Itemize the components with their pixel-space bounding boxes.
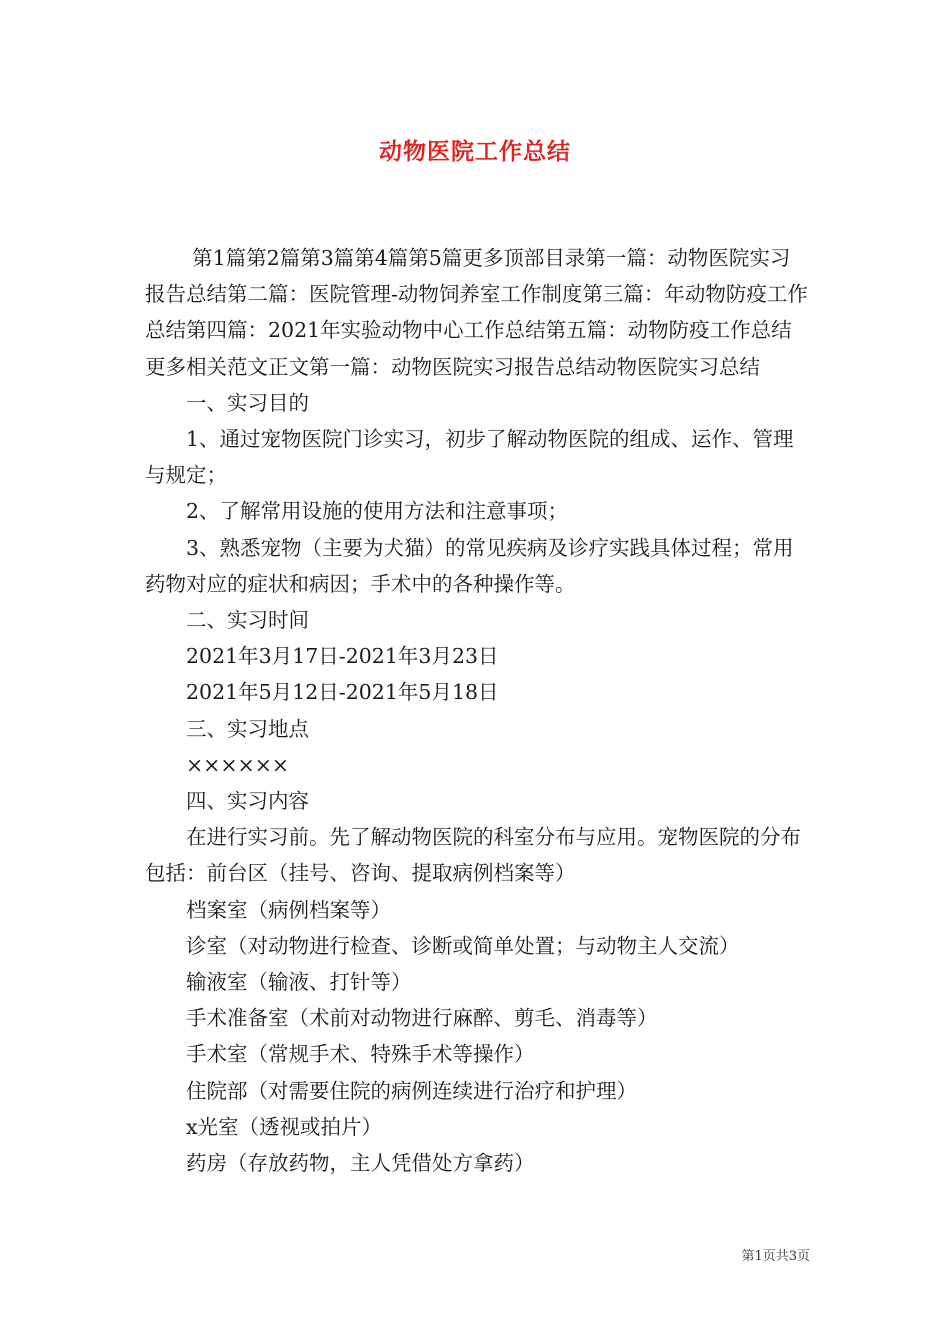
section-heading-time: 二、实习时间 (186, 608, 309, 633)
time-range-1: 2021年3月17日-2021年3月23日 (186, 644, 499, 669)
page-number: 第1页共3页 (741, 1249, 810, 1264)
room-infusion: 输液室（输液、打针等） (186, 970, 412, 995)
room-surgery-prep: 手术准备室（术前对动物进行麻醉、剪毛、消毒等） (186, 1006, 658, 1031)
room-xray: x光室（透视或拍片） (186, 1114, 383, 1139)
room-archive: 档案室（病例档案等） (186, 897, 391, 922)
time-range-2: 2021年5月12日-2021年5月18日 (186, 680, 499, 705)
section-heading-location: 三、实习地点 (186, 716, 309, 741)
document-title: 动物医院工作总结 (379, 139, 571, 165)
section-heading-purpose: 一、实习目的 (186, 390, 309, 415)
room-pharmacy: 药房（存放药物，主人凭借处方拿药） (186, 1151, 535, 1176)
room-consultation: 诊室（对动物进行检查、诊断或简单处置；与动物主人交流） (186, 933, 740, 958)
intro-paragraph: 第1篇第2篇第3篇第4篇第5篇更多顶部目录第一篇：动物医院实习报告总结第二篇：医院管理-动物饲养室工作制度第三篇：年动物防疫工作总结第四篇：2021年实验动物中心工作总结第五篇：动物防疫工作总结更多相关范文正文第一篇：动物医院实习报告总结动物医院实习总结 (145, 246, 808, 379)
location-value: ×××××× (186, 752, 290, 777)
purpose-item-1: 1、通过宠物医院门诊实习，初步了解动物医院的组成、运作、管理与规定； (145, 427, 794, 488)
room-inpatient: 住院部（对需要住院的病例连续进行治疗和护理） (186, 1078, 637, 1103)
content-paragraph: 在进行实习前。先了解动物医院的科室分布与应用。宠物医院的分布包括：前台区（挂号、咨询、提取病例档案等） (145, 825, 801, 886)
room-surgery: 手术室（常规手术、特殊手术等操作） (186, 1042, 535, 1067)
document-body (145, 240, 809, 1181)
section-heading-content: 四、实习内容 (186, 789, 309, 814)
purpose-item-2: 2、了解常用设施的使用方法和注意事项； (186, 499, 569, 524)
purpose-item-3: 3、熟悉宠物（主要为犬猫）的常见疾病及诊疗实践具体过程；常用药物对应的症状和病因；手术中的各种操作等。 (145, 535, 794, 596)
